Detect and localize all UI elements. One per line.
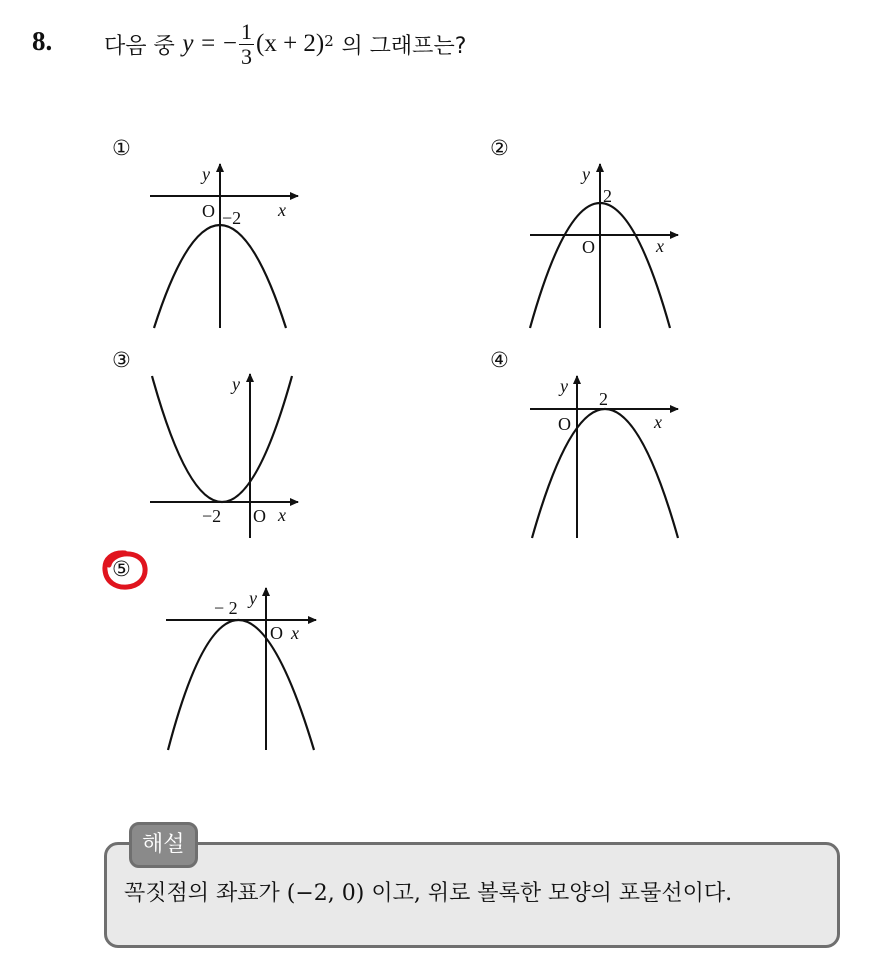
y-intercept-label: 2 (603, 186, 612, 206)
vertex-label: − 2 (214, 598, 238, 618)
y-axis-label: y (202, 164, 210, 184)
x-axis-label: x (656, 236, 664, 256)
y-axis-label: y (232, 374, 240, 394)
x-axis-label: x (291, 623, 299, 643)
y-axis-label: y (249, 588, 257, 608)
origin-label: O (202, 201, 215, 221)
choice-4-label[interactable]: ④ (490, 348, 509, 372)
choice-2-label[interactable]: ② (490, 136, 509, 160)
origin-label: O (270, 623, 283, 643)
y-axis-label: y (560, 376, 568, 396)
question-prefix: 다음 중 (104, 33, 175, 59)
equation-minus: − (222, 30, 237, 57)
x-axis-label: x (654, 412, 662, 432)
equation-exponent: 2 (324, 32, 334, 50)
choice-3-graph[interactable] (140, 368, 310, 543)
question-number: 8. (32, 26, 53, 56)
vertex-label: −2 (222, 208, 242, 228)
choice-4-graph[interactable] (520, 370, 690, 545)
equation-fraction (239, 20, 254, 69)
x-axis-label: x (278, 505, 286, 525)
choice-5-label[interactable]: ⑤ (112, 557, 131, 581)
origin-label: O (253, 506, 266, 526)
choice-2-graph[interactable] (520, 158, 690, 333)
explanation-text: 꼭짓점의 좌표가 (−2, 0) 이고, 위로 볼록한 모양의 포물선이다. (124, 881, 733, 906)
question-text (104, 14, 466, 74)
parabola-curve (152, 376, 292, 502)
choice-5-graph[interactable] (158, 582, 323, 754)
y-axis-label: y (582, 164, 590, 184)
fraction-denominator: 3 (241, 43, 252, 69)
choice-1-graph[interactable] (140, 158, 310, 333)
equation-paren: (x + 2) (256, 30, 325, 57)
explanation-tag: 해설 (129, 822, 198, 868)
vertex-label: −2 (202, 506, 222, 526)
equation-equals: = (201, 30, 216, 57)
choice-3-label[interactable]: ③ (112, 348, 131, 372)
x-axis-label: x (278, 200, 286, 220)
equation-y: y (182, 30, 194, 57)
fraction-numerator: 1 (241, 18, 252, 44)
vertex-label: 2 (599, 389, 608, 409)
origin-label: O (558, 414, 571, 434)
origin-label: O (582, 237, 595, 257)
choice-1-label[interactable]: ① (112, 136, 131, 160)
question-suffix: 의 그래프는? (341, 33, 467, 59)
